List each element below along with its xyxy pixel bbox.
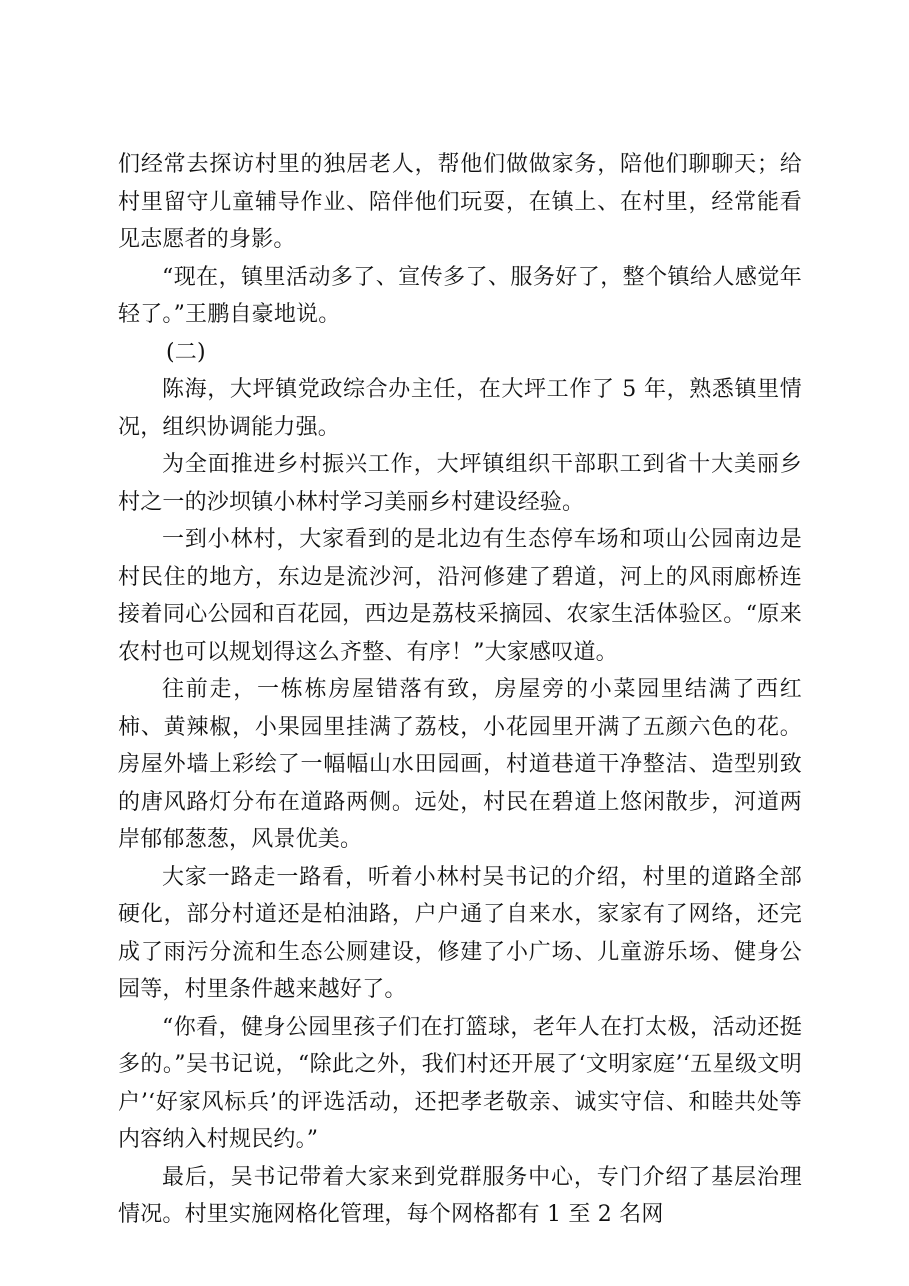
paragraph: 为全面推进乡村振兴工作，大坪镇组织干部职工到省十大美丽乡村之一的沙坝镇小林村学习美丽乡村建设经验。 — [118, 452, 802, 515]
paragraph: 一到小林村，大家看到的是北边有生态停车场和项山公园南边是村民住的地方，东边是流沙河，沿河修建了碧道，河上的风雨廊桥连接着同心公园和百花园，西边是荔枝采摘园、农家生活体验区。“原来农村也可以规划得这么齐整、有序！”大家感叹道。 — [118, 527, 802, 665]
paragraph: “你看，健身公园里孩子们在打篮球，老年人在打太极，活动还挺多的。”吴书记说，“除此之外，我们村还开展了‘文明家庭’‘五星级文明户’‘好家风标兵’的评选活动，还把孝老敬亲、诚实守信、和睦共处等内容纳入村规民约。” — [118, 1014, 802, 1152]
paragraph: 最后，吴书记带着大家来到党群服务中心，专门介绍了基层治理情况。村里实施网格化管理，每个网格都有 1 至 2 名网 — [118, 1164, 802, 1227]
section-heading: (二) — [166, 339, 206, 365]
paragraph: 陈海，大坪镇党政综合办主任，在大坪工作了 5 年，熟悉镇里情况，组织协调能力强。 — [118, 377, 802, 440]
paragraph: 们经常去探访村里的独居老人，帮他们做做家务，陪他们聊聊天；给村里留守儿童辅导作业、陪伴他们玩耍，在镇上、在村里，经常能看见志愿者的身影。 — [118, 152, 802, 252]
body-text — [118, 146, 802, 1234]
paragraph: “现在，镇里活动多了、宣传多了、服务好了，整个镇给人感觉年轻了。”王鹏自豪地说。 — [118, 264, 802, 327]
paragraph: 大家一路走一路看，听着小林村吴书记的介绍，村里的道路全部硬化，部分村道还是柏油路，户户通了自来水，家家有了网络，还完成了雨污分流和生态公厕建设，修建了小广场、儿童游乐场、健身公园等，村里条件越来越好了。 — [118, 864, 802, 1002]
paragraph: 往前走，一栋栋房屋错落有致，房屋旁的小菜园里结满了西红柿、黄辣椒，小果园里挂满了荔枝，小花园里开满了五颜六色的花。房屋外墙上彩绘了一幅幅山水田园画，村道巷道干净整洁、造型别致的唐风路灯分布在道路两侧。远处，村民在碧道上悠闲散步，河道两岸郁郁葱葱，风景优美。 — [118, 677, 802, 852]
